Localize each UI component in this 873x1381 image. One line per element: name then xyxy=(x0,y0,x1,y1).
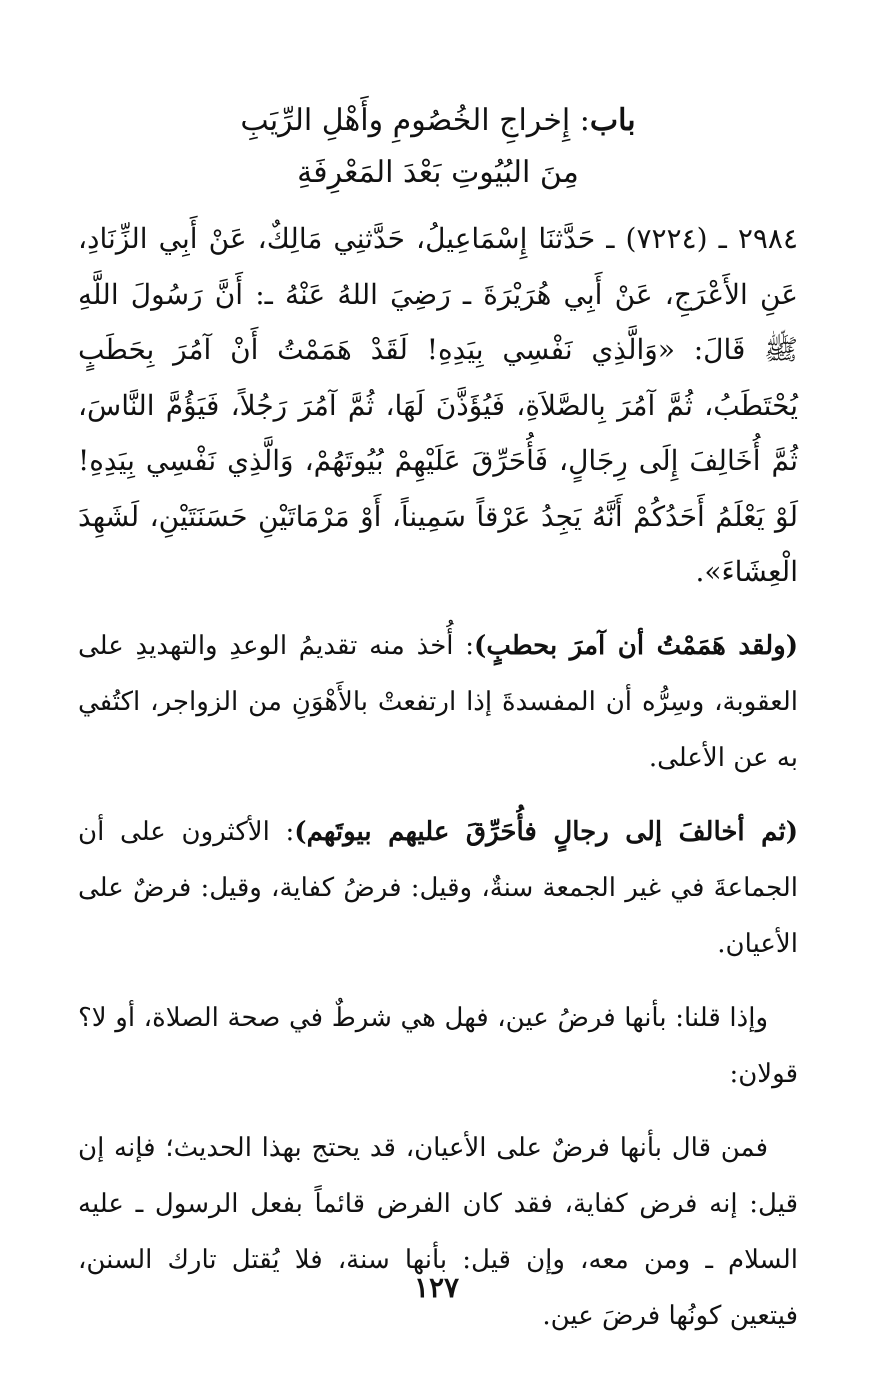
hadith-number: ٢٩٨٤ ـ (٧٢٢٤) xyxy=(625,222,798,255)
hadith-text: ـ حَدَّثنَا إِسْمَاعِيلُ، حَدَّثنِي مَالِكٌ، عَنْ أَبِي الزِّنَادِ، عَنِ الأَعْرَجِ، عَنْ أَبِي هُرَيْرَةَ ـ رَضِيَ اللهُ عَنْهُ ـ: أَنَّ رَسُولَ اللَّهِ ﷺ قَالَ: «وَالَّذِي نَفْسِي بِيَدِهِ! لَقَدْ هَمَمْتُ أَنْ آمُرَ بِحَطَبٍ يُحْتَطَبُ، ثُمَّ آمُرَ بِالصَّلاَةِ، فَيُؤَذَّنَ لَهَا، ثُمَّ آمُرَ رَجُلاً، فَيَؤُمَّ النَّاسَ، ثُمَّ أُخَالِفَ إِلَى رِجَالٍ، فَأُحَرِّقَ عَلَيْهِمْ بُيُوتَهُمْ، وَالَّذِي نَفْسِي بِيَدِهِ! لَوْ يَعْلَمُ أَحَدُكُمْ أَنَّهُ يَجِدُ عَرْقاً سَمِيناً، أَوْ مَرْمَاتَيْنِ حَسَنَتَيْنِ، لَشَهِدَ الْعِشَاءَ». xyxy=(78,222,798,588)
commentary-label-2: (ثم أخالفَ إلى رجالٍ فأُحَرِّقَ عليهم بيوتَهم) xyxy=(294,816,799,847)
commentary-text-4: فمن قال بأنها فرضٌ على الأعيان، قد يحتج بهذا الحديث؛ فإنه إن قيل: إنه فرض كفاية، فقد كان الفرض قائماً بفعل الرسول ـ عليه السلام ـ ومن معه، وإن قيل: بأنها سنة، فلا يُقتل تارك السنن، فيتعين كونُها فرضَ عين. xyxy=(78,1132,798,1331)
commentary-paragraph-2 xyxy=(78,804,798,972)
commentary-text-3: وإذا قلنا: بأنها فرضُ عين، فهل هي شرطٌ في صحة الصلاة، أو لا؟ قولان: xyxy=(78,1002,798,1089)
chapter-heading xyxy=(78,95,798,199)
page-body xyxy=(78,95,798,1362)
chapter-lead: باب xyxy=(589,103,636,138)
chapter-title-line-1: : إِخراجِ الخُصُومِ وأَهْلِ الرِّيَبِ xyxy=(240,103,590,138)
commentary-paragraph-3 xyxy=(78,990,798,1102)
commentary-label-1: (ولقد هَمَمْتُ أن آمرَ بحطبٍ) xyxy=(474,630,798,661)
chapter-title-line-2: مِنَ البُيُوتِ بَعْدَ المَعْرِفَةِ xyxy=(297,155,579,190)
chapter-heading-line-1 xyxy=(78,95,798,147)
commentary-paragraph-1 xyxy=(78,618,798,786)
commentary-text-1: : أُخذ منه تقديمُ الوعدِ والتهديدِ على العقوبة، وسِرُّه أن المفسدةَ إذا ارتفعتْ بالأَهْوَنِ من الزواجر، اكتُفي به عن الأعلى. xyxy=(78,630,798,773)
commentary-text-2: : الأكثرون على أن الجماعةَ في غير الجمعة سنةٌ، وقيل: فرضُ كفاية، وقيل: فرضٌ على الأعيان. xyxy=(78,816,798,959)
hadith-paragraph xyxy=(78,211,798,600)
page-number: ١٢٧ xyxy=(413,1271,460,1304)
